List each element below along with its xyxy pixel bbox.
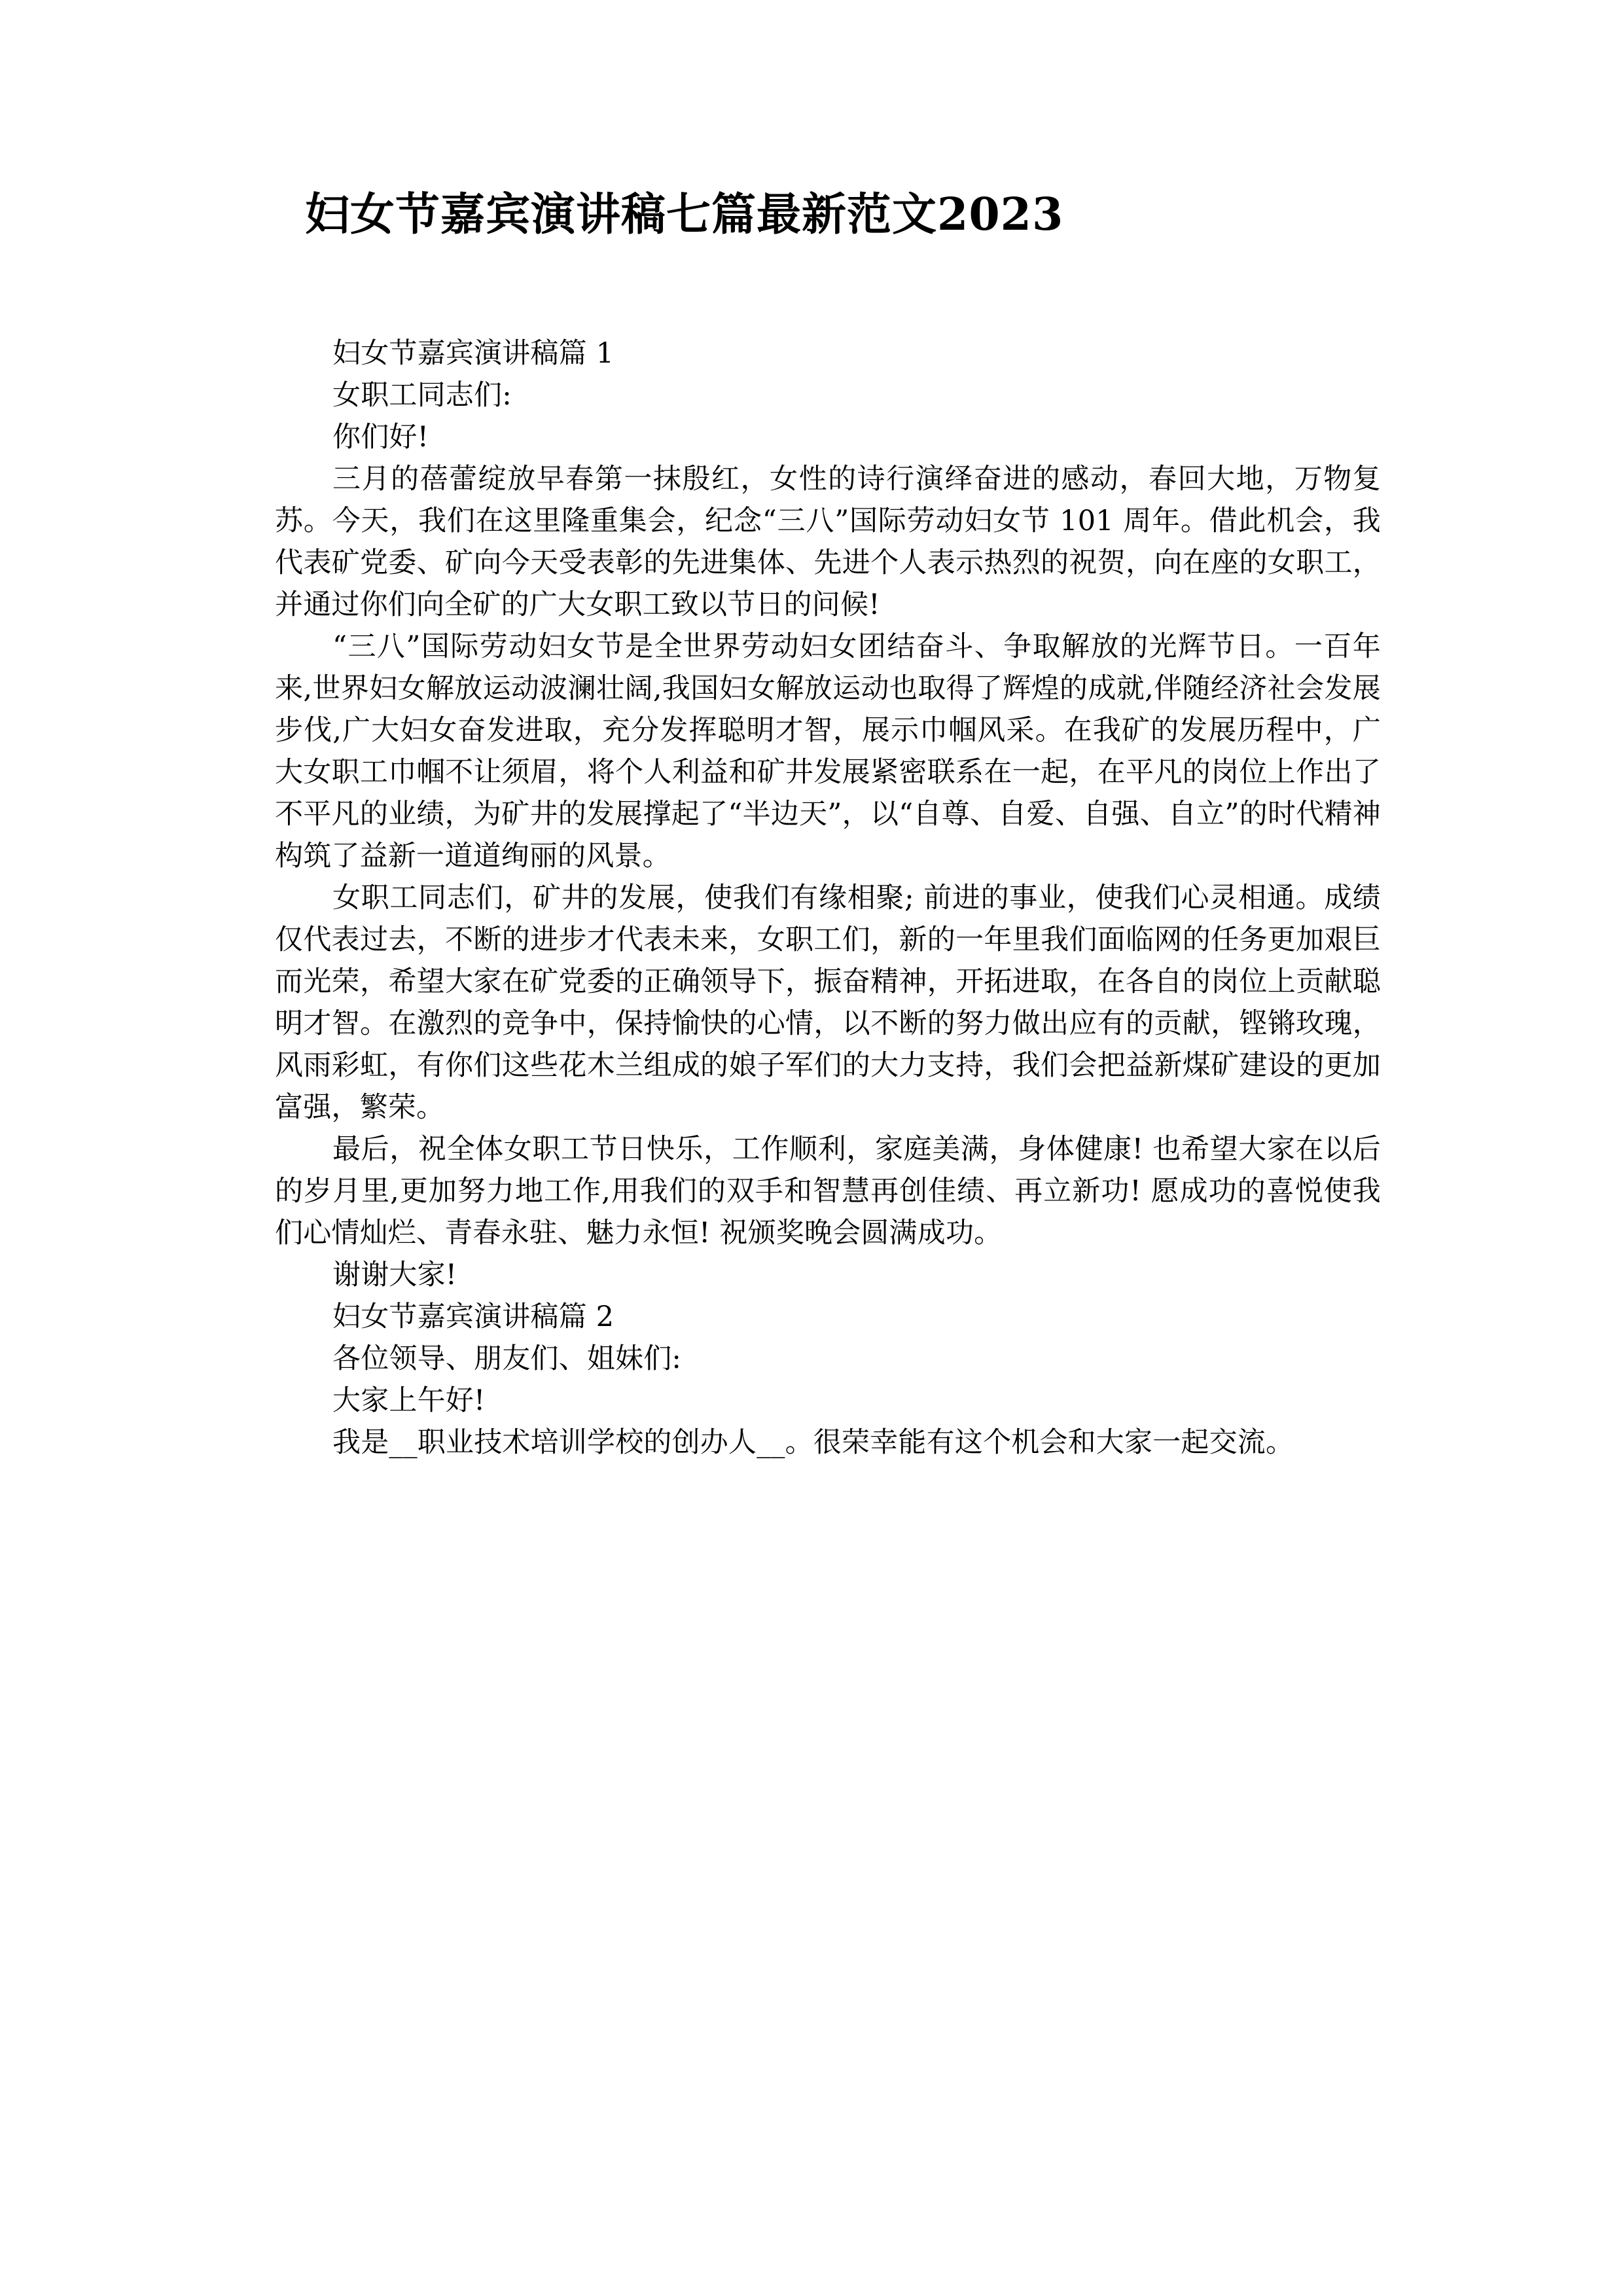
paragraph-4: 最后，祝全体女职工节日快乐，工作顺利，家庭美满，身体健康! 也希望大家在以后的岁月里,更加努力地工作,用我们的双手和智慧再创佳绩、再立新功! 愿成功的喜悦使我们心情灿烂、青春永驻、魅力永恒! 祝颁奖晚会圆满成功。 [275,1133,1381,1249]
paragraph-5: 我是__职业技术培训学校的创办人__。很荣幸能有这个机会和大家一起交流。 [332,1426,1294,1459]
section-2-heading: 妇女节嘉宾演讲稿篇 2 [332,1300,615,1333]
closing-1: 谢谢大家! [332,1259,457,1291]
paragraph-3: 女职工同志们，矿井的发展，使我们有缘相聚; 前进的事业，使我们心灵相通。成绩仅代表过去，不断的进步才代表未来，女职工们，新的一年里我们面临网的任务更加艰巨而光荣，希望大家在矿党委的正确领导下，振奋精神，开拓进取，在各自的岗位上贡献聪明才智。在激烈的竞争中，保持愉快的心情，以不断的努力做出应有的贡献，铿锵玫瑰，风雨彩虹，有你们这些花木兰组成的娘子军们的大力支持，我们会把益新煤矿建设的更加富强，繁荣。 [275,882,1381,1124]
greeting-2: 大家上午好! [332,1384,486,1417]
paragraph-2: “三八”国际劳动妇女节是全世界劳动妇女团结奋斗、争取解放的光辉节日。一百年来,世界妇女解放运动波澜壮阔,我国妇女解放运动也取得了辉煌的成就,伴随经济社会发展步伐,广大妇女奋发进取，充分发挥聪明才智，展示巾帼风采。在我矿的发展历程中，广大女职工巾帼不让须眉，将个人利益和矿井发展紧密联系在一起，在平凡的岗位上作出了不平凡的业绩，为矿井的发展撑起了“半边天”，以“自尊、自爱、自强、自立”的时代精神构筑了益新一道道绚丽的风景。 [275,630,1381,872]
paragraph-1: 三月的蓓蕾绽放早春第一抹殷红，女性的诗行演绎奋进的感动，春回大地，万物复苏。今天，我们在这里隆重集会，纪念“三八”国际劳动妇女节 101 周年。借此机会，我代表矿党委、矿向今天受表彰的先进集体、先进个人表示热烈的祝贺，向在座的女职工，并通过你们向全矿的广大女职工致以节日的问候! [275,463,1381,621]
greeting-1: 你们好! [332,421,429,454]
page-title: 妇女节嘉宾演讲稿七篇最新范文2023 [305,188,1064,241]
salutation-1: 女职工同志们: [332,379,512,412]
salutation-2: 各位领导、朋友们、姐妹们: [332,1342,682,1375]
document-body [275,332,1381,1463]
section-1-heading: 妇女节嘉宾演讲稿篇 1 [332,337,615,370]
